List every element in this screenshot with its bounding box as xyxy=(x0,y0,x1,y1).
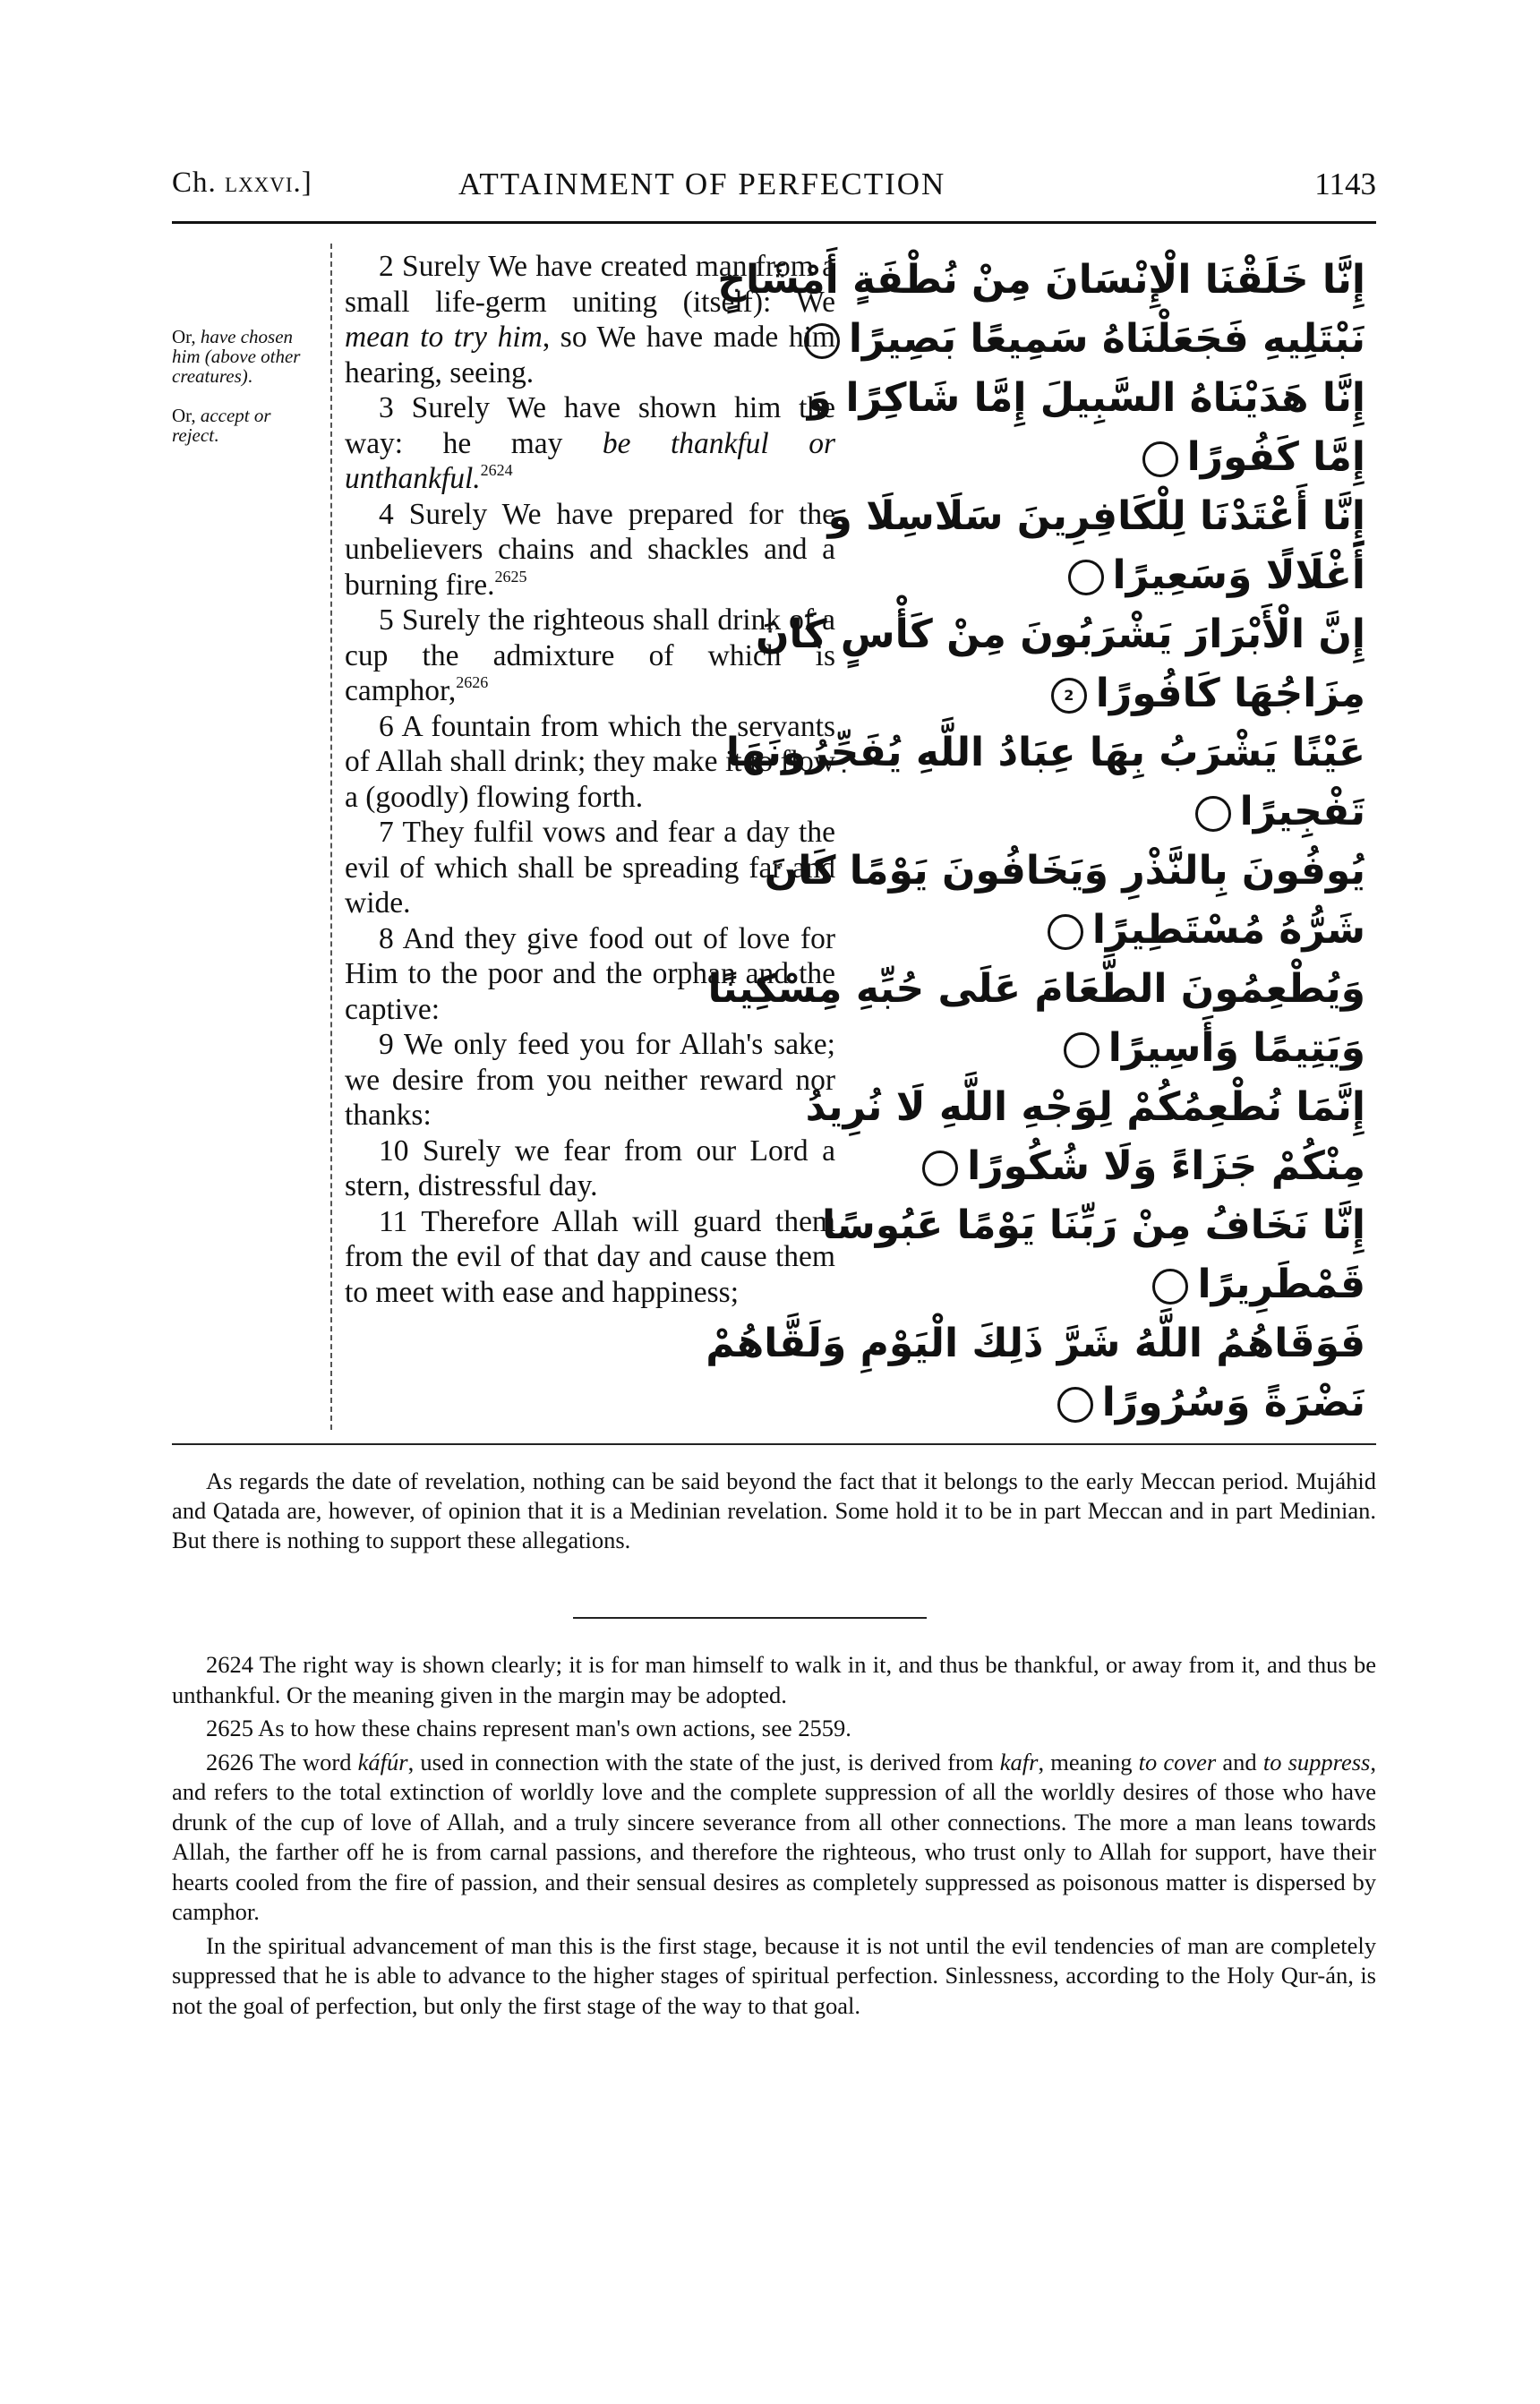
margin-note-text: accept or reject xyxy=(172,405,271,446)
text-run: As to how these chains represent man's own actions, see 2559. xyxy=(258,1715,851,1741)
text-run: In the spiritual advancement of man this is the first stage, because it is not until the evil tendencies of man are completely suppressed that he is able to advance to the higher stages of spiritual perfection. Sinlessness, according to the Holy Qur-án, is not the goal of perfection, but only the first stage of the way to that goal. xyxy=(172,1931,1376,2019)
margin-note-tail: . xyxy=(247,365,252,387)
arabic-verse-text: فَوَقَاهُمُ اللَّهُ شَرَّ ذَلِكَ الْيَوْمِ وَلَقَّاهُمْ xyxy=(706,1321,1365,1366)
arabic-verse-text: وَيُطْعِمُونَ الطَّعَامَ عَلَى حُبِّهِ مِسْكِينًا xyxy=(707,966,1365,1012)
ruku-marker-icon: 2 xyxy=(1051,678,1087,714)
arabic-verse-text: مِنْكُمْ جَزَاءً وَلَا شُكُورًا xyxy=(967,1143,1365,1189)
verse-number: 4 xyxy=(379,497,409,531)
arabic-verse-text: إِمَّا كَفُورًا xyxy=(1186,434,1365,480)
arabic-verse-text: إِنَّمَا نُطْعِمُكُمْ لِوَجْهِ اللَّهِ لَا نُرِيدُ xyxy=(805,1084,1365,1130)
arabic-line xyxy=(725,723,1365,783)
arabic-line xyxy=(882,783,1365,842)
text-run: They fulfil vows and fear a day the evil of which shall be spreading far and wide. xyxy=(345,816,835,920)
footnote-number: 2626 xyxy=(206,1748,260,1775)
introductory-note xyxy=(172,1467,1376,1555)
verse-end-marker-icon xyxy=(1064,1032,1099,1068)
footnote xyxy=(172,1650,1376,1710)
verse xyxy=(345,1027,835,1134)
verse-end-marker-icon xyxy=(1195,796,1231,832)
footnote xyxy=(172,1931,1376,2022)
text-run: Surely We have prepared for the unbelievers chains and shackles and a burning fire. xyxy=(345,497,835,602)
arabic-verse-text: إِنَّا أَعْتَدْنَا لِلْكَافِرِينَ سَلَاسِلَا وَ xyxy=(827,493,1365,539)
verse xyxy=(345,1204,835,1311)
arabic-line xyxy=(882,1255,1365,1314)
verse-end-marker-icon xyxy=(1142,441,1178,477)
arabic-line xyxy=(717,251,1365,310)
footnote-reference: 2626 xyxy=(456,673,489,691)
arabic-line xyxy=(755,605,1365,664)
text-run: The right way is shown clearly; it is for man himself to walk in it, and thus be thankful, or away from it, and thus be unthankful. Or the meaning given in the margin may be adopted. xyxy=(172,1651,1376,1708)
margin-note-text: have chosen him (above other creatures) xyxy=(172,326,301,387)
arabic-line xyxy=(707,960,1365,1019)
arabic-line xyxy=(848,310,1365,369)
arabic-line xyxy=(882,1019,1365,1078)
verse-number: 2 xyxy=(379,250,403,283)
verse-end-marker-icon xyxy=(922,1151,958,1186)
header-rule xyxy=(172,221,1376,224)
verse-number: 6 xyxy=(379,709,402,743)
text-run: And they give food out of love for Him to the poor and the orphan and the captive: xyxy=(345,921,836,1026)
arabic-line xyxy=(706,1314,1365,1373)
text-run: , meaning xyxy=(1038,1748,1139,1775)
text-run: , used in connection with the state of the just, is derived from xyxy=(407,1748,1000,1775)
footnote xyxy=(172,1714,1376,1744)
margin-note xyxy=(172,327,315,386)
verse-end-marker-icon xyxy=(1152,1269,1188,1305)
text-run: , so We have made him hearing, seeing. xyxy=(345,321,835,389)
verse xyxy=(345,497,835,603)
column-divider xyxy=(330,244,332,1430)
verse-number: 7 xyxy=(379,816,403,849)
text-run: Surely we fear from our Lord a stern, distressful day. xyxy=(345,1134,835,1202)
verse xyxy=(345,1134,835,1204)
verse-number: 11 xyxy=(379,1204,422,1238)
footnote-reference: 2624 xyxy=(480,461,513,479)
chapter-reference xyxy=(172,167,312,200)
italic-text: to cover xyxy=(1138,1748,1217,1775)
verse-number: 10 xyxy=(379,1134,423,1168)
verse-number: 9 xyxy=(379,1028,405,1061)
verse-end-marker-icon xyxy=(1048,914,1083,950)
margin-note-tail: . xyxy=(214,424,219,446)
arabic-line xyxy=(882,1373,1365,1433)
footnotes xyxy=(172,1650,1376,2024)
arabic-line xyxy=(882,428,1365,487)
margin-note-lead: Or, xyxy=(172,405,201,426)
footnote-number: 2625 xyxy=(206,1715,259,1741)
italic-text: mean to try him xyxy=(345,321,543,354)
arabic-verse-text: إِنَّ الْأَبْرَارَ يَشْرَبُونَ مِنْ كَأْسٍ كَانَ xyxy=(755,612,1365,657)
footnote-number: 2624 xyxy=(206,1651,260,1678)
text-run: and xyxy=(1216,1748,1263,1775)
running-title: ATTAINMENT OF PERFECTION xyxy=(458,167,946,201)
arabic-text xyxy=(706,251,1365,1433)
arabic-verse-text: إِنَّا نَخَافُ مِنْ رَبِّنَا يَوْمًا عَبُوسًا xyxy=(821,1202,1365,1248)
footnote xyxy=(172,1748,1376,1928)
text-rule xyxy=(172,1443,1376,1445)
italic-text: to suppress xyxy=(1262,1748,1371,1775)
intro-paragraph: As regards the date of revelation, nothing can be said beyond the fact that it belongs to the early Meccan period. Mujáhid and Qatada are, however, of opinion that it is a Medinian revelation. Some hold it to be in part Meccan and in part Medinian. But there is nothing to support these allegations. xyxy=(172,1467,1376,1553)
text-run: The word xyxy=(259,1748,358,1775)
arabic-line xyxy=(764,842,1365,901)
text-run: , and refers to the total extinction of worldly love and the complete suppression of all the worldly desires of those who have drunk of the cup of love of Allah, and a truly sincere severance from all other connections. The more a man leans towards Allah, the farther off he is from carnal passions, and therefore the righteous, who trust only to Allah for support, have their hearts cooled from the fire of passion, and their sensual desires as completely suppressed as poisonous matter is dispersed by camphor. xyxy=(172,1748,1376,1925)
verse-number: 3 xyxy=(379,391,412,424)
arabic-line xyxy=(882,901,1365,960)
arabic-verse-text: يُوفُونَ بِالنَّذْرِ وَيَخَافُونَ يَوْمًا كَانَ xyxy=(764,848,1365,894)
footnote-rule xyxy=(573,1617,927,1619)
verse xyxy=(345,390,835,497)
page-number: 1143 xyxy=(1314,167,1376,201)
arabic-verse-text: تَفْجِيرًا xyxy=(1239,789,1365,834)
arabic-verse-text: مِزَاجُهَا كَافُورًا xyxy=(1095,671,1365,716)
arabic-line xyxy=(805,1078,1365,1137)
arabic-line xyxy=(882,546,1365,605)
chapter-numeral: lxxvi.] xyxy=(225,167,312,199)
text-run: We only feed you for Allah's sake; we desire from you neither reward nor thanks: xyxy=(345,1028,835,1132)
italic-text: be thankful or unthankful. xyxy=(345,426,835,495)
verse-end-marker-icon xyxy=(1068,560,1104,595)
text-run: Surely We have created man from a small life-germ uniting (itself): We xyxy=(345,250,836,319)
footnote-reference: 2625 xyxy=(494,567,527,586)
text-run: Therefore Allah will guard them from the evil of that day and cause them to meet with ease and happiness; xyxy=(345,1204,835,1309)
arabic-verse-text: نَضْرَةً وَسُرُورًا xyxy=(1101,1380,1365,1425)
verse-end-marker-icon xyxy=(1057,1387,1093,1423)
chapter-prefix: Ch. xyxy=(172,167,217,199)
italic-text: káfúr xyxy=(357,1748,408,1775)
arabic-verse-text: قَمْطَرِيرًا xyxy=(1197,1262,1365,1307)
arabic-verse-text: أَغْلَالًا وَسَعِيرًا xyxy=(1112,552,1365,598)
arabic-verse-text: شَرُّهُ مُسْتَطِيرًا xyxy=(1091,907,1365,953)
arabic-verse-text: عَيْنًا يَشْرَبُ بِهَا عِبَادُ اللَّهِ يُفَجِّرُونَهَا xyxy=(725,730,1365,775)
arabic-line xyxy=(827,487,1365,546)
verse-number: 8 xyxy=(379,921,403,955)
arabic-verse-text: وَيَتِيمًا وَأَسِيرًا xyxy=(1108,1025,1365,1071)
running-head xyxy=(172,167,1376,211)
margin-notes xyxy=(172,327,315,458)
arabic-verse-text: إِنَّا هَدَيْنَاهُ السَّبِيلَ إِمَّا شَاكِرًا وَ xyxy=(807,375,1365,421)
margin-note-lead: Or, xyxy=(172,326,201,347)
text-run: A fountain from which the servants of Allah shall drink; they make it to flow a (goodly) flowing forth. xyxy=(345,709,835,814)
verse-number: 5 xyxy=(379,603,402,637)
verse-end-marker-icon xyxy=(804,323,840,359)
text-run: Surely We have shown him the way: he may xyxy=(345,391,836,460)
arabic-line xyxy=(821,1196,1365,1255)
arabic-line xyxy=(882,664,1365,723)
text-run: Surely the righteous shall drink of a cup the admixture of which is camphor, xyxy=(345,603,835,707)
verse xyxy=(345,815,835,921)
arabic-line xyxy=(882,1137,1365,1196)
arabic-verse-text: نَبْتَلِيهِ فَجَعَلْنَاهُ سَمِيعًا بَصِيرًا xyxy=(848,316,1365,362)
margin-note xyxy=(172,406,315,445)
italic-text: kafr xyxy=(999,1748,1039,1775)
arabic-verse-text: إِنَّا خَلَقْنَا الْإِنْسَانَ مِنْ نُطْفَةٍ أَمْشَاجٍ xyxy=(717,257,1365,303)
arabic-line xyxy=(807,369,1365,428)
